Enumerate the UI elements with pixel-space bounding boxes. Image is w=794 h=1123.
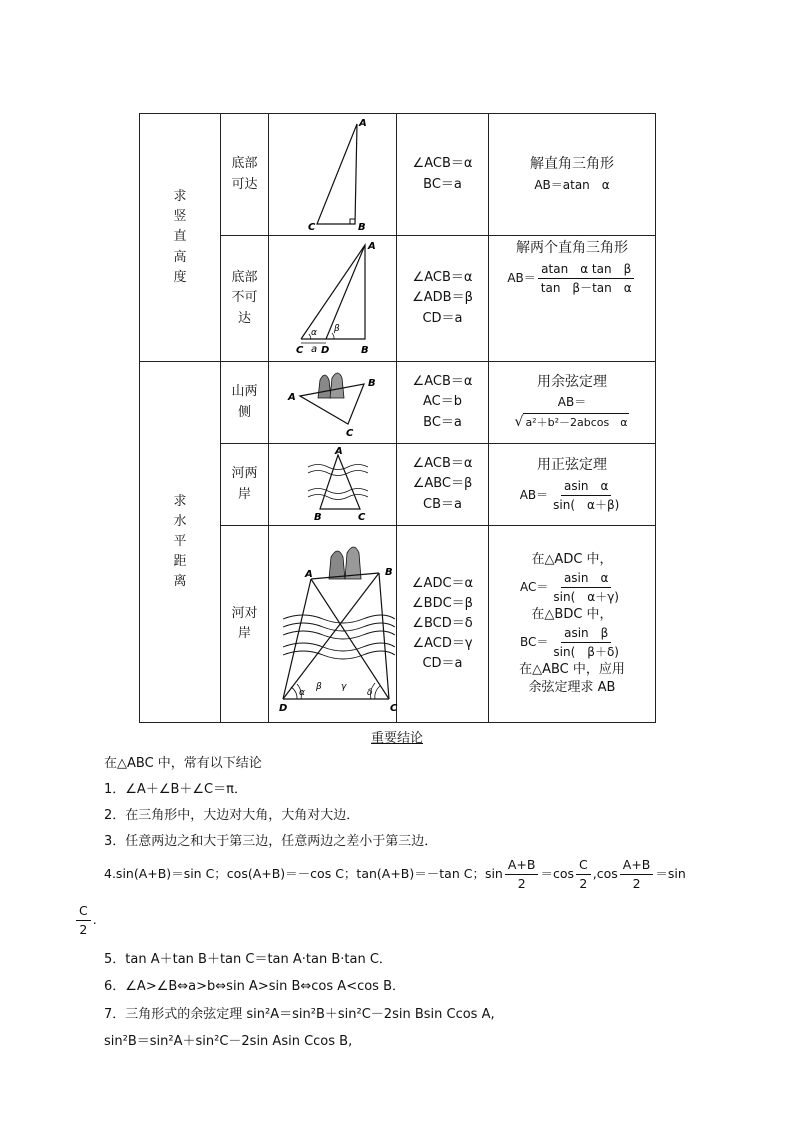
figure-river-triangle (269, 444, 397, 526)
figure-two-right-triangles (269, 236, 397, 362)
conditions-1: ∠ACB＝α BC＝a (397, 114, 489, 236)
category-vertical-height: 求 竖 直 高 度 (140, 114, 221, 362)
svg-text:D: D (320, 344, 329, 356)
figure-mountain-triangle (269, 362, 397, 444)
svg-text:γ: γ (340, 682, 346, 692)
figure-opposite-bank (269, 526, 397, 723)
solution-4: 用正弦定理 AB＝ $\frac{\text{asin α}}{\sin( \alpha+\beta)}$ (489, 444, 656, 526)
subcategory-base-unreachable: 底部 不可 达 (221, 236, 269, 362)
conclusion-2: 2．在三角形中，大边对大角，大角对大边． (104, 808, 360, 823)
conclusion-7-continued: sin²B＝sin²A＋sin²C－2sin Asin Ccos B, (104, 1034, 353, 1049)
figure-right-triangle (269, 114, 397, 236)
svg-text:C: C (345, 427, 353, 439)
svg-text:a: a (310, 343, 317, 355)
svg-text:A: A (334, 445, 343, 457)
svg-text:A: A (287, 391, 296, 403)
conditions-4: ∠ACB＝α ∠ABC＝β CB＝a (397, 444, 489, 526)
conditions-2: ∠ACB＝α ∠ADB＝β CD＝a (397, 236, 489, 362)
surveying-table (139, 113, 656, 723)
solution-3: 用余弦定理 AB＝ √ a²＋b²－2abcos α (489, 362, 656, 444)
svg-text:B: B (384, 567, 393, 578)
subcategory-river-banks: 河两 岸 (221, 444, 269, 526)
svg-text:C: C (357, 511, 365, 523)
solution-1: 解直角三角形 AB＝atan α (489, 114, 656, 236)
conclusion-3: 3．任意两边之和大于第三边，任意两边之差小于第三边． (104, 834, 438, 849)
svg-text:δ: δ (366, 688, 373, 698)
svg-text:A: A (367, 240, 376, 252)
solution-2: 解两个直角三角形 AB＝ $\frac{\text{atan α tan β}}{\text{tan β－tan α}}$ (489, 236, 656, 362)
subcategory-opposite-bank: 河对 岸 (221, 526, 269, 723)
conditions-5: ∠ADC＝α ∠BDC＝β ∠BCD＝δ ∠ACD＝γ CD＝a (397, 526, 489, 723)
conclusions-intro: 在△ABC 中，常有以下结论 (104, 756, 262, 771)
svg-text:B: B (313, 511, 322, 523)
svg-text:C: C (389, 703, 397, 714)
conclusion-4-continued: $\frac{C}{2}$ . (74, 902, 97, 939)
conclusion-6: 6．∠A>∠B⇔a>b⇔sin A>sin B⇔cos A<cos B． (104, 979, 406, 994)
svg-text:B: B (367, 377, 376, 389)
category-horizontal-distance: 求 水 平 距 离 (140, 362, 221, 723)
svg-text:D: D (278, 703, 287, 714)
conditions-3: ∠ACB＝α AC＝b BC＝a (397, 362, 489, 444)
svg-text:C: C (295, 344, 303, 356)
svg-text:C: C (307, 221, 315, 233)
svg-text:B: B (357, 221, 366, 233)
conclusion-7: 7．三角形式的余弦定理 sin²A＝sin²B＋sin²C－2sin Bsin Ccos A, (104, 1007, 495, 1022)
svg-text:A: A (358, 117, 367, 129)
svg-text:α: α (298, 688, 305, 698)
svg-text:β: β (315, 682, 322, 692)
conclusion-1: 1．∠A＋∠B＋∠C＝π． (104, 782, 247, 797)
svg-text:A: A (304, 569, 313, 580)
conclusion-4: 4.sin(A+B)＝sin C；cos(A+B)＝－cos C；tan(A+B)＝－tan C；sin $\frac{A+B}{2}$ ＝cos $\frac{C}{2}$ ,cos $\frac{A+B}{2}$ ＝sin (104, 857, 686, 891)
svg-text:B: B (360, 344, 369, 356)
subcategory-base-reachable: 底部 可达 (221, 114, 269, 236)
conclusion-5: 5．tan A＋tan B＋tan C＝tan A·tan B·tan C． (104, 952, 392, 967)
svg-text:α: α (310, 327, 317, 338)
subcategory-mountain-sides: 山两 侧 (221, 362, 269, 444)
svg-text:β: β (333, 323, 340, 334)
section-title: 重要结论 (370, 731, 423, 746)
solution-5: 在△ADC 中， AC＝ $\frac{\text{asin α}}{\sin( \alpha+\gamma)}$ 在△BDC 中， BC＝ $\frac{\text{asin β}}{\sin( \beta+\delta)}$ 在△ABC 中，应用 余弦定理求 AB (489, 526, 656, 723)
